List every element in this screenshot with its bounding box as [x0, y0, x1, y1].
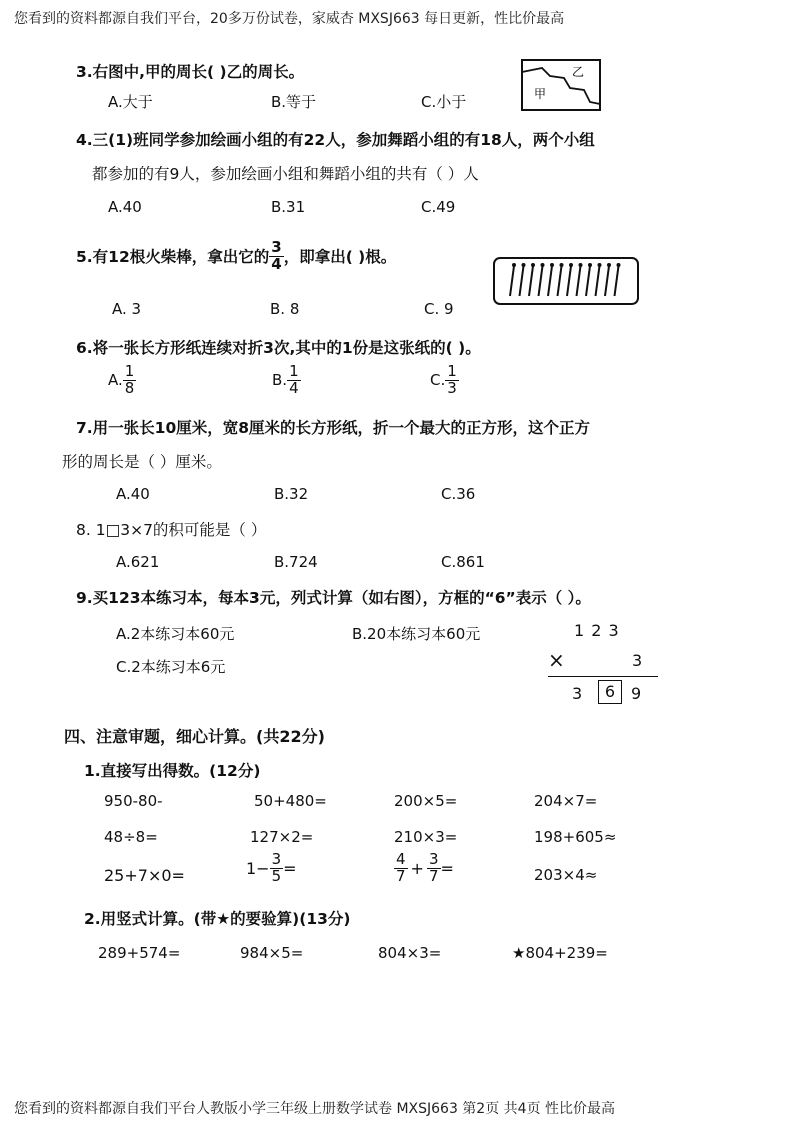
q8-option-a: A.621: [116, 553, 160, 571]
calc-r3-c3-num1: 4: [396, 850, 406, 868]
q6-c-den: 3: [447, 378, 457, 397]
matchstick-head: [617, 263, 621, 267]
calc-r3-c3: [394, 852, 454, 885]
q6-c-num: 1: [447, 362, 457, 380]
q8-option-c: C.861: [441, 553, 485, 571]
question-4-line1: 4.三(1)班同学参加绘画小组的有22人，参加舞蹈小组的有18人，两个小组: [76, 131, 595, 149]
matchstick-head: [598, 263, 602, 267]
section-4-title: 四、注意审题，细心计算。(共22分): [64, 727, 325, 746]
q3-label-yi: 乙: [572, 65, 585, 79]
q6-b-den: 4: [289, 378, 299, 397]
question-7-line2: 形的周长是（ ）厘米。: [62, 453, 222, 471]
calc-r2-c4: 198+605≈: [534, 828, 617, 846]
calc-r3-c2-prefix: 1−: [246, 858, 270, 878]
question-5-stem: [76, 240, 396, 273]
q5-option-b: B. 8: [270, 300, 300, 318]
q6-option-b: [272, 364, 301, 397]
q5-stem-after: ，即拿出( )根。: [283, 248, 397, 267]
calc-r3-c2-num: 3: [271, 850, 282, 868]
calc-r3-c3-suffix: =: [440, 858, 454, 878]
matchstick-head: [512, 263, 516, 267]
matchstick-head: [522, 263, 526, 267]
question-7-line1: 7.用一张长10厘米，宽8厘米的长方形纸，折一个最大的正方形，这个正方: [76, 419, 591, 437]
question-8-stem: 8. 1□3×7的积可能是（ ）: [76, 521, 267, 539]
q5-option-a: A. 3: [112, 300, 142, 318]
question-6-stem: 6.将一张长方形纸连续对折3次,其中的1份是这张纸的( )。: [76, 339, 481, 357]
q7-option-b: B.32: [274, 485, 309, 503]
q9-result-left: 3: [572, 684, 583, 703]
calc-r3-c4: 203×4≈: [534, 866, 598, 884]
q9-vertical-top: 1 2 3: [574, 621, 620, 640]
q4-option-a: A.40: [108, 198, 142, 216]
calc-r2-c3: 210×3=: [394, 828, 458, 846]
q6-option-c-label: C.: [430, 371, 446, 390]
matchstick: [510, 266, 514, 296]
q5-option-c: C. 9: [424, 300, 454, 318]
question-9-stem: 9.买123本练习本，每本3元，列式计算（如右图），方框的“6”表示（ ）。: [76, 589, 591, 607]
matchstick: [520, 266, 524, 296]
matchstick: [548, 266, 552, 296]
calc-r3-c1: 25+7×0=: [104, 866, 185, 885]
vertical-calc-3: 804×3=: [378, 944, 442, 962]
calc-r3-c3-den2: 7: [428, 866, 439, 885]
matchstick: [539, 266, 543, 296]
q6-option-c: [430, 364, 459, 397]
q3-label-jia: 甲: [534, 87, 547, 101]
calc-r1-c2: 50+480=: [254, 792, 327, 810]
vertical-calc-1: 289+574=: [98, 944, 181, 962]
q9-vertical-multiplier: 3: [632, 651, 643, 670]
q5-frac-den: 4: [271, 254, 282, 273]
page-footer: 您看到的资料都源自我们平台人教版小学三年级上册数学试卷 MXSJ663 第2页 共4页 性比价最高: [14, 1101, 616, 1117]
q6-a-den: 8: [124, 378, 135, 397]
matchstick-head: [579, 263, 583, 267]
matchstick: [596, 266, 600, 296]
q3-option-b: B.等于: [271, 93, 317, 111]
q7-option-a: A.40: [116, 485, 150, 503]
q4-option-b: B.31: [271, 198, 306, 216]
matchstick-head: [541, 263, 545, 267]
q4-option-c: C.49: [421, 198, 456, 216]
q8-option-b: B.724: [274, 553, 318, 571]
q9-option-b: B.20本练习本60元: [352, 625, 481, 643]
matchstick-head: [560, 263, 564, 267]
matchstick: [529, 266, 533, 296]
q9-result-box: 6: [598, 680, 622, 704]
part-2-title: 2.用竖式计算。(带★的要验算)(13分): [84, 910, 351, 928]
q3-option-a: A.大于: [108, 93, 153, 111]
matchstick: [567, 266, 571, 296]
q5-frac-num: 3: [271, 238, 282, 256]
calc-r3-c3-op: +: [410, 858, 424, 878]
calc-r2-c2: 127×2=: [250, 828, 314, 846]
question-3-stem: 3.右图中,甲的周长( )乙的周长。: [76, 63, 305, 81]
q6-b-num: 1: [289, 362, 299, 380]
q5-stem-before: 5.有12根火柴棒，拿出它的: [76, 248, 270, 267]
matchstick-head: [531, 263, 535, 267]
calc-r3-c2: [246, 852, 297, 885]
matchsticks-group: [510, 263, 621, 296]
q9-vertical-sign: ×: [548, 648, 565, 672]
matchstick: [586, 266, 590, 296]
part-1-title: 1.直接写出得数。(12分): [84, 762, 261, 780]
question-4-line2: 都参加的有9人，参加绘画小组和舞蹈小组的共有（ ）人: [92, 165, 479, 183]
vertical-calc-4: ★804+239=: [512, 944, 608, 962]
matchstick: [577, 266, 581, 296]
q5-matchsticks-figure: [492, 256, 642, 308]
matchstick: [615, 266, 619, 296]
q6-option-b-label: B.: [272, 371, 288, 390]
calc-r2-c1: 48÷8=: [104, 828, 158, 846]
vertical-calc-2: 984×5=: [240, 944, 304, 962]
page-header: 您看到的资料都源自我们平台，20多万份试卷，家威杏 MXSJ663 每日更新，性比价最高: [14, 11, 565, 27]
q9-option-c: C.2本练习本6元: [116, 658, 226, 676]
matchstick-head: [569, 263, 573, 267]
q3-option-c: C.小于: [421, 93, 467, 111]
q9-option-a: A.2本练习本60元: [116, 625, 235, 643]
calc-r1-c1: 950-80-: [104, 792, 163, 810]
q3-figure: [520, 58, 604, 112]
q6-a-num: 1: [124, 362, 135, 380]
q9-vertical-line: [548, 676, 658, 677]
calc-r3-c3-num2: 3: [428, 850, 439, 868]
matchstick-head: [550, 263, 554, 267]
q5-fraction: [269, 240, 283, 273]
matchstick: [605, 266, 609, 296]
matchstick-head: [607, 263, 611, 267]
calc-r3-c2-den: 5: [271, 866, 282, 885]
q6-option-a-label: A.: [108, 371, 123, 390]
calc-r3-c3-den1: 7: [396, 866, 406, 885]
calc-r1-c4: 204×7=: [534, 792, 598, 810]
calc-r1-c3: 200×5=: [394, 792, 458, 810]
calc-r3-c2-suffix: =: [283, 858, 297, 878]
q6-option-a: [108, 364, 136, 397]
q7-option-c: C.36: [441, 485, 476, 503]
matchstick: [558, 266, 562, 296]
q9-result-right: 9: [631, 684, 642, 703]
matchstick-head: [588, 263, 592, 267]
